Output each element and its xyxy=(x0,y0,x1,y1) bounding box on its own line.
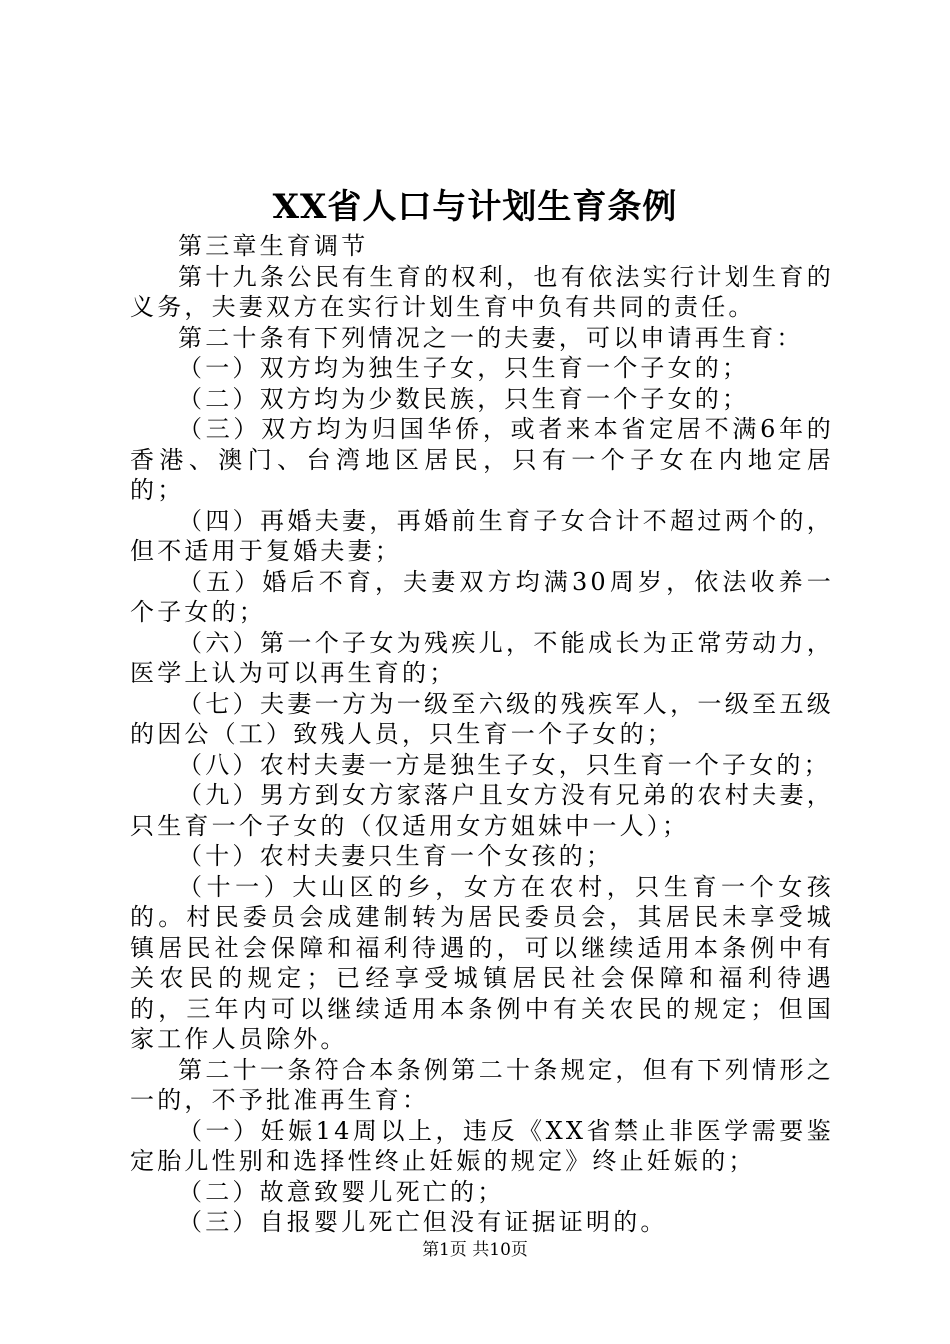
page-number-footer: 第1页 共10页 xyxy=(422,1240,528,1260)
article-20-item-9: （九）男方到女方家落户且女方没有兄弟的农村夫妻，只生育一个子女的（仅适用女方姐妹中一人）； xyxy=(130,781,834,840)
article-20-item-5: （五）婚后不育，夫妻双方均满30周岁，依法收养一个子女的； xyxy=(130,567,834,626)
chapter-heading: 第三章生育调节 xyxy=(178,232,369,260)
article-20-item-8: （八）农村夫妻一方是独生子女，只生育一个子女的； xyxy=(178,750,831,779)
article-20-item-10: （十）农村夫妻只生育一个女孩的； xyxy=(178,842,614,870)
article-21-item-3: （三）自报婴儿死亡但没有证据证明的。 xyxy=(178,1208,668,1236)
document-title: XX省人口与计划生育条例 xyxy=(272,187,678,227)
article-20-item-1: （一）双方均为独生子女，只生育一个子女的； xyxy=(178,354,750,382)
document-body xyxy=(130,231,834,1238)
article-20-item-7: （七）夫妻一方为一级至六级的残疾军人，一级至五级的因公（工）致残人员，只生育一个子女的； xyxy=(130,689,834,748)
article-19: 第十九条公民有生育的权利，也有依法实行计划生育的义务，夫妻双方在实行计划生育中负有共同的责任。 xyxy=(130,262,834,321)
article-21-item-2: （二）故意致婴儿死亡的； xyxy=(178,1177,505,1206)
article-20: 第二十条有下列情况之一的夫妻，可以申请再生育： xyxy=(178,323,804,352)
article-21: 第二十一条符合本条例第二十条规定，但有下列情形之一的，不予批准再生育： xyxy=(130,1055,834,1114)
article-20-item-2: （二）双方均为少数民族，只生育一个子女的； xyxy=(178,384,750,413)
article-21-item-1: （一）妊娠14周以上，违反《XX省禁止非医学需要鉴定胎儿性别和选择性终止妊娠的规定》终止妊娠的； xyxy=(130,1116,834,1175)
article-20-item-4: （四）再婚夫妻，再婚前生育子女合计不超过两个的，但不适用于复婚夫妻； xyxy=(130,506,834,565)
article-20-item-11: （十一）大山区的乡，女方在农村，只生育一个女孩的。村民委员会成建制转为居民委员会，其居民未享受城镇居民社会保障和福利待遇的，可以继续适用本条例中有关农民的规定；已经享受城镇居民社会保障和福利待遇的，三年内可以继续适用本条例中有关农民的规定；但国家工作人员除外。 xyxy=(130,872,834,1053)
article-20-item-3: （三）双方均为归国华侨，或者来本省定居不满6年的香港、澳门、台湾地区居民，只有一个子女在内地定居的； xyxy=(130,415,834,504)
article-20-item-6: （六）第一个子女为残疾儿，不能成长为正常劳动力，医学上认为可以再生育的； xyxy=(130,628,834,687)
